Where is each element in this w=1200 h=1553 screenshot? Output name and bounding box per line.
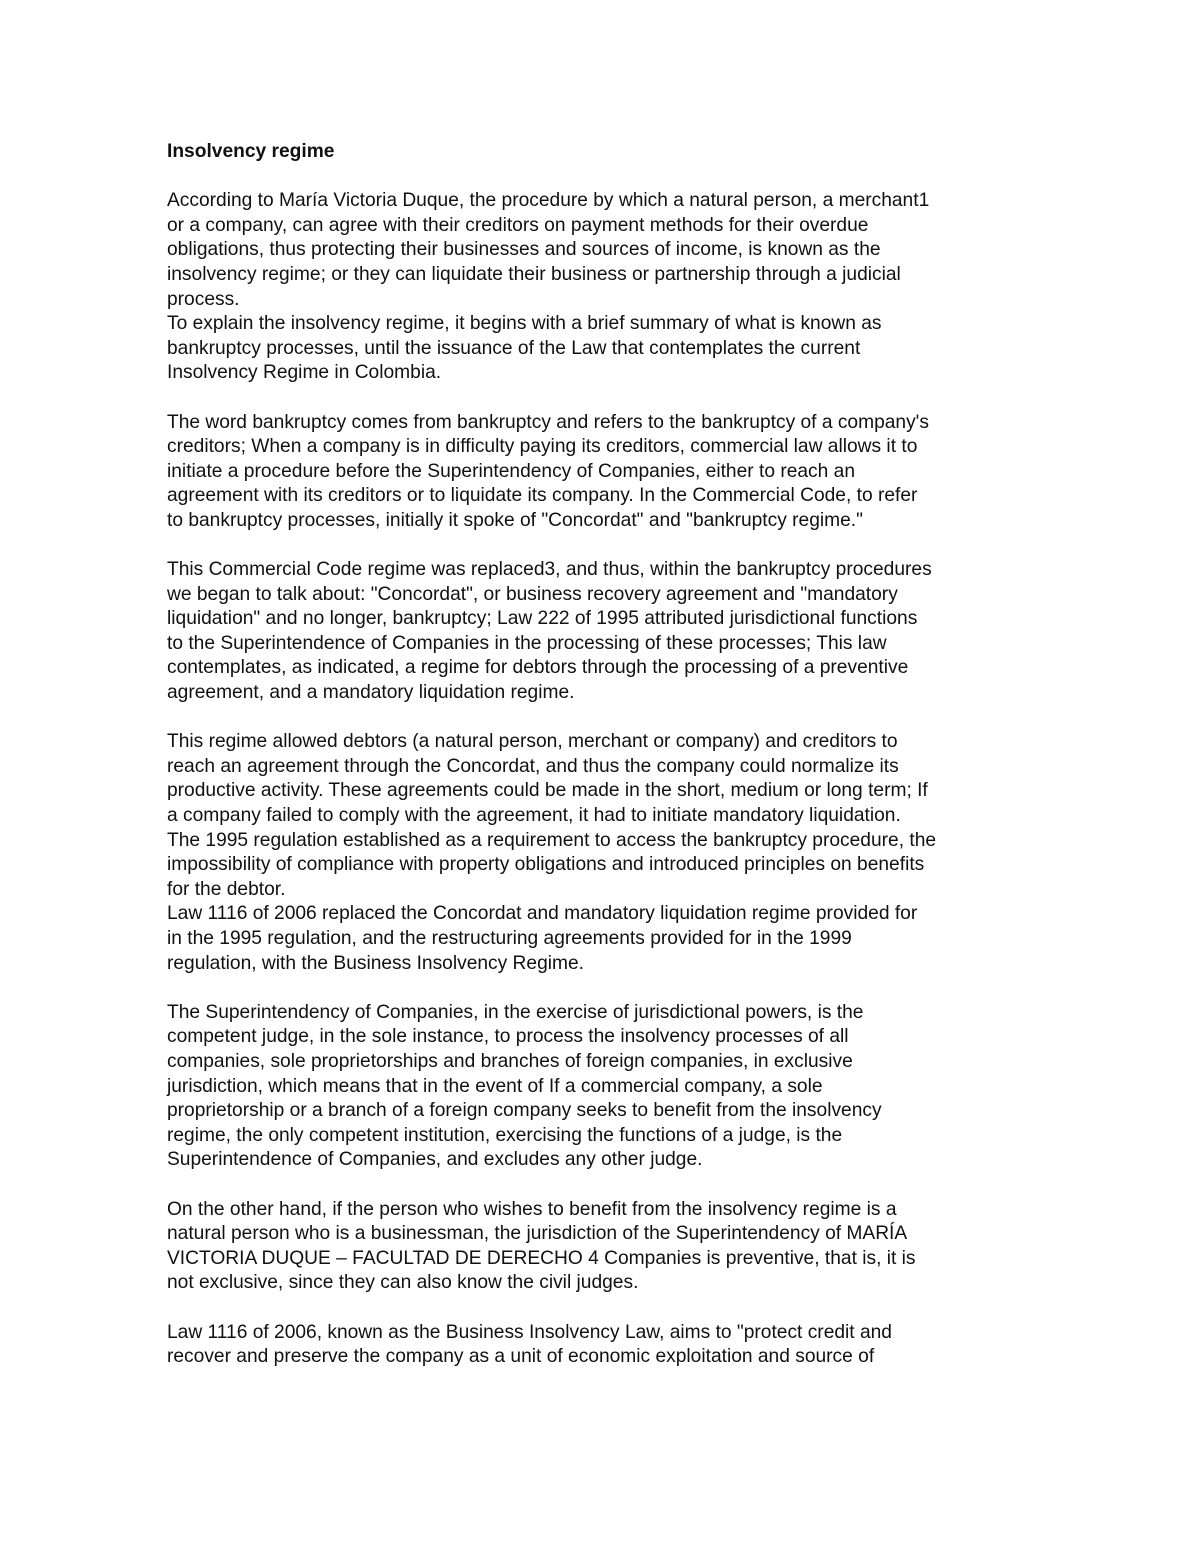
- paragraph-line: in the 1995 regulation, and the restructuring agreements provided for in the 1999: [167, 928, 852, 949]
- paragraph: [167, 1001, 1047, 1173]
- paragraph-line: regime, the only competent institution, exercising the functions of a judge, is the: [167, 1124, 843, 1146]
- paragraph-spacer: [167, 1296, 1047, 1321]
- paragraph-line: VICTORIA DUQUE – FACULTAD DE DERECHO 4 Companies is preventive, that is, it is: [167, 1247, 916, 1269]
- paragraph: [167, 312, 1047, 386]
- paragraph-line: productive activity. These agreements could be made in the short, medium or long term; If: [167, 780, 928, 802]
- paragraph-line: agreement, and a mandatory liquidation regime.: [167, 682, 575, 704]
- paragraph-spacer: [167, 534, 1047, 559]
- paragraph-line: jurisdiction, which means that in the event of If a commercial company, a sole: [167, 1075, 823, 1097]
- paragraph-line: companies, sole proprietorships and branches of foreign companies, in exclusive: [167, 1050, 853, 1072]
- paragraph-line: On the other hand, if the person who wishes to benefit from the insolvency regime is a: [167, 1198, 897, 1220]
- paragraph: [167, 558, 1047, 706]
- paragraph-line: According to María Victoria Duque, the procedure by which a natural person, a merchant1: [167, 190, 930, 212]
- paragraph: [167, 189, 1047, 312]
- paragraph-line: Insolvency Regime in Colombia.: [167, 362, 442, 384]
- paragraph-line: The 1995 regulation established as a requirement to access the bankruptcy procedure, the: [167, 829, 937, 851]
- paragraph-line: contemplates, as indicated, a regime for debtors through the processing of a preventive: [167, 657, 909, 679]
- paragraph-line: obligations, thus protecting their businesses and sources of income, is known as the: [167, 239, 881, 261]
- paragraph-line: agreement with its creditors or to liquidate its company. In the Commercial Code, to refer: [167, 485, 918, 507]
- paragraph: [167, 411, 1047, 534]
- paragraph-line: proprietorship or a branch of a foreign company seeks to benefit from the insolvency: [167, 1100, 882, 1122]
- paragraph-line: This Commercial Code regime was replaced3, and thus, within the bankruptcy procedures: [167, 559, 932, 581]
- paragraph-line: bankruptcy processes, until the issuance of the Law that contemplates the current: [167, 337, 861, 359]
- paragraph-line: natural person who is a businessman, the jurisdiction of the Superintendency of MARÍA: [167, 1223, 908, 1245]
- paragraph: [167, 1321, 1047, 1370]
- paragraph: [167, 1198, 1047, 1296]
- paragraph-line: process.: [167, 288, 240, 310]
- paragraph-line: insolvency regime; or they can liquidate their business or partnership through a judicial: [167, 263, 901, 285]
- paragraph-line: for the debtor.: [167, 878, 286, 900]
- paragraph-spacer: [167, 706, 1047, 731]
- paragraph: [167, 902, 1047, 976]
- paragraph-line: or a company, can agree with their creditors on payment methods for their overdue: [167, 214, 869, 236]
- paragraph-line: recover and preserve the company as a unit of economic exploitation and source of: [167, 1346, 875, 1368]
- paragraph-line: Law 1116 of 2006, known as the Business Insolvency Law, aims to "protect credit and: [167, 1321, 892, 1343]
- paragraph-line: to bankruptcy processes, initially it spoke of "Concordat" and "bankruptcy regime.": [167, 509, 863, 531]
- paragraph-spacer: [167, 1173, 1047, 1198]
- paragraph: [167, 730, 1047, 902]
- paragraph-line: This regime allowed debtors (a natural person, merchant or company) and creditors to: [167, 731, 898, 753]
- paragraph-line: we began to talk about: "Concordat", or business recovery agreement and "mandatory: [167, 583, 898, 605]
- paragraph-line: Superintendence of Companies, and excludes any other judge.: [167, 1149, 703, 1171]
- paragraph-line: reach an agreement through the Concordat, and thus the company could normalize its: [167, 755, 899, 777]
- paragraph-line: a company failed to comply with the agreement, it had to initiate mandatory liquidation.: [167, 805, 901, 827]
- paragraph-line: The Superintendency of Companies, in the exercise of jurisdictional powers, is the: [167, 1001, 864, 1023]
- paragraph-line: creditors; When a company is in difficulty paying its creditors, commercial law allows it to: [167, 436, 918, 458]
- document-title: Insolvency regime: [167, 141, 335, 162]
- paragraph-line: not exclusive, since they can also know the civil judges.: [167, 1272, 639, 1294]
- paragraph-line: The word bankruptcy comes from bankruptcy and refers to the bankruptcy of a company's: [167, 411, 929, 433]
- paragraph-line: Law 1116 of 2006 replaced the Concordat and mandatory liquidation regime provided for: [167, 903, 918, 925]
- document-body: [167, 140, 1047, 1370]
- paragraphs-container: [167, 189, 1047, 1370]
- paragraph-spacer: [167, 976, 1047, 1001]
- paragraph-line: regulation, with the Business Insolvency Regime.: [167, 952, 585, 974]
- paragraph-spacer: [167, 386, 1047, 411]
- paragraph-line: initiate a procedure before the Superintendency of Companies, either to reach an: [167, 460, 855, 482]
- paragraph-line: To explain the insolvency regime, it begins with a brief summary of what is known as: [167, 313, 882, 335]
- paragraph-line: competent judge, in the sole instance, to process the insolvency processes of all: [167, 1026, 849, 1048]
- paragraph-line: liquidation" and no longer, bankruptcy; Law 222 of 1995 attributed jurisdictional functions: [167, 608, 918, 630]
- paragraph-line: to the Superintendence of Companies in the processing of these processes; This law: [167, 632, 887, 654]
- paragraph-line: impossibility of compliance with property obligations and introduced principles on benefits: [167, 854, 925, 876]
